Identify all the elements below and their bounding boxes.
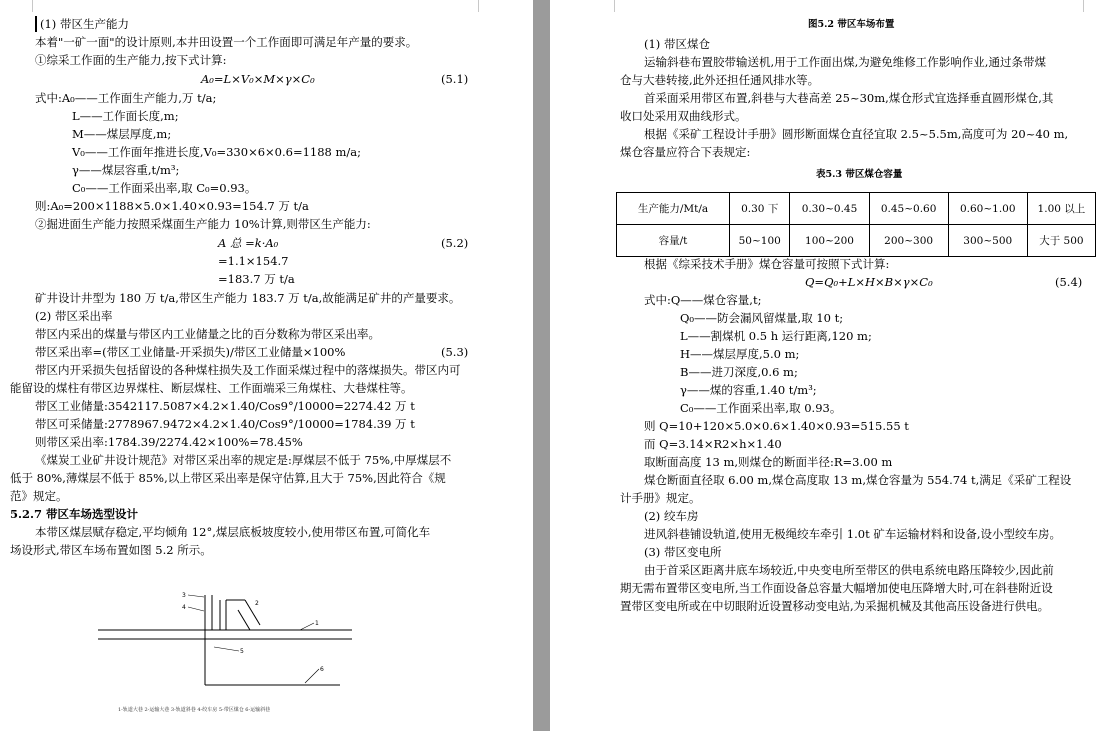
table-cell: 容量/t bbox=[617, 225, 730, 257]
section-heading: (1) 带区生产能力 bbox=[35, 16, 129, 32]
text-line: 式中:A₀——工作面生产能力,万 t/a; bbox=[35, 91, 217, 105]
table-cell: 200~300 bbox=[869, 225, 948, 257]
text-line: 范》规定。 bbox=[10, 489, 68, 503]
text-line: 计手册》规定。 bbox=[620, 491, 701, 505]
equation: 带区采出率=(带区工业储量-开采损失)/带区工业储量×100% bbox=[35, 345, 346, 359]
text-line: 取断面高度 13 m,则煤仓的断面半径:R=3.00 m bbox=[644, 455, 893, 469]
text-line: V₀——工作面年推进长度,V₀=330×6×0.6=1188 m/a; bbox=[72, 145, 362, 159]
text-line: 本带区煤层赋存稳定,平均倾角 12°,煤层底板坡度较小,使用带区布置,可简化车 bbox=[35, 525, 431, 539]
text-line: 低于 80%,薄煤层不低于 85%,以上带区采出率是保守估算,且大于 75%,因此符合《规 bbox=[10, 471, 446, 485]
text-line: 带区内采出的煤量与带区内工业储量之比的百分数称为带区采出率。 bbox=[35, 327, 380, 341]
text-line: 仓与大巷转接,此外还担任通风排水等。 bbox=[620, 73, 820, 87]
table-cell: 50~100 bbox=[730, 225, 790, 257]
text-line: 带区工业储量:3542117.5087×4.2×1.40/Cos9°/10000=2274.42 万 t bbox=[35, 399, 415, 413]
text-line: 带区内开采损失包括留设的各种煤柱损失及工作面采煤过程中的落煤损失。带区内可 bbox=[35, 363, 461, 377]
table-cell: 0.30 下 bbox=[730, 193, 790, 225]
text-line: γ——煤层容重,t/m³; bbox=[72, 163, 180, 177]
section-heading: (2) 带区采出率 bbox=[35, 309, 113, 323]
text-line: 而 Q=3.14×R2×h×1.40 bbox=[644, 437, 782, 451]
diagram-label: 2 bbox=[255, 600, 259, 607]
text-line: 带区可采储量:2778967.9472×4.2×1.40/Cos9°/10000=1784.39 万 t bbox=[35, 417, 415, 431]
table-row bbox=[617, 193, 1096, 225]
district-yard-diagram bbox=[90, 585, 360, 695]
table-row bbox=[617, 225, 1096, 257]
text-line: 能留设的煤柱有带区边界煤柱、断层煤柱、工作面端采三角煤柱、大巷煤柱等。 bbox=[10, 381, 413, 395]
table-cell: 生产能力/Mt/a bbox=[617, 193, 730, 225]
text-line: M——煤层厚度,m; bbox=[72, 127, 172, 141]
text-line: Q₀——防会漏风留煤量,取 10 t; bbox=[680, 311, 844, 325]
text-line: 由于首采区距离井底车场较近,中央变电所至带区的供电系统电路压降较少,因此前 bbox=[644, 563, 1054, 577]
table-cell: 0.30~0.45 bbox=[790, 193, 869, 225]
text-line: ②掘进面生产能力按照采煤面生产能力 10%计算,则带区生产能力: bbox=[35, 217, 371, 231]
text-line: 矿井设计井型为 180 万 t/a,带区生产能力 183.7 万 t/a,故能满足矿井的产量要求。 bbox=[35, 291, 461, 305]
text-line: 煤仓断面直径取 6.00 m,煤仓高度取 13 m,煤仓容量为 554.74 t,满足《采矿工程设 bbox=[644, 473, 1072, 487]
diagram-label: 6 bbox=[320, 666, 324, 673]
text-line: 根据《采矿工程设计手册》圆形断面煤仓直径宜取 2.5~5.5m,高度可为 20~40 m, bbox=[644, 127, 1069, 141]
text-line: ①综采工作面的生产能力,按下式计算: bbox=[35, 53, 227, 67]
text-line: C₀——工作面采出率,取 0.93。 bbox=[680, 401, 842, 415]
text-line: 置带区变电所或在中切眼附近设置移动变电站,为采掘机械及其他高压设备进行供电。 bbox=[620, 599, 1050, 613]
diagram-legend: 1-轨道大巷 2-运输大巷 3-轨道斜巷 4-绞车房 5-带区煤仓 6-运输斜巷 bbox=[118, 707, 271, 713]
equation: =1.1×154.7 bbox=[218, 254, 289, 268]
text-line: 期无需布置带区变电所,当工作面设备总容量大幅增加使电压降增大时,可在斜巷附近设 bbox=[620, 581, 1053, 595]
table-cell: 100~200 bbox=[790, 225, 869, 257]
text-line: L——工作面长度,m; bbox=[72, 109, 179, 123]
diagram-label: 1 bbox=[315, 620, 319, 627]
diagram-label: 5 bbox=[240, 648, 244, 655]
section-heading: (1) 带区煤仓 bbox=[644, 37, 710, 51]
section-heading: (2) 绞车房 bbox=[644, 509, 699, 523]
equation-number: (5.2) bbox=[441, 236, 469, 250]
text-line: 煤仓容量应符合下表规定: bbox=[620, 145, 751, 159]
table-cell: 大于 500 bbox=[1027, 225, 1095, 257]
text-line: 《煤炭工业矿井设计规范》对带区采出率的规定是:厚煤层不低于 75%,中厚煤层不 bbox=[35, 453, 452, 467]
text-line: 则:A₀=200×1188×5.0×1.40×0.93=154.7 万 t/a bbox=[35, 199, 309, 213]
crop-mark bbox=[18, 0, 33, 12]
text-line: L——割煤机 0.5 h 运行距离,120 m; bbox=[680, 329, 872, 343]
table-cell: 0.45~0.60 bbox=[869, 193, 948, 225]
diagram-label: 4 bbox=[182, 604, 186, 611]
text-line: 则 Q=10+120×5.0×0.6×1.40×0.93=515.55 t bbox=[644, 419, 909, 433]
equation-number: (5.3) bbox=[441, 345, 469, 359]
text-line: B——进刀深度,0.6 m; bbox=[680, 365, 798, 379]
table-cell: 0.60~1.00 bbox=[948, 193, 1027, 225]
text-line: 首采面采用带区布置,斜巷与大巷高差 25~30m,煤仓形式宜选择垂直圆形煤仓,其 bbox=[644, 91, 1054, 105]
text-line: C₀——工作面采出率,取 C₀=0.93。 bbox=[72, 181, 257, 195]
section-heading: (3) 带区变电所 bbox=[644, 545, 722, 559]
equation-number: (5.4) bbox=[1055, 275, 1083, 289]
text-line: 式中:Q——煤仓容量,t; bbox=[644, 293, 762, 307]
text-line: 根据《综采技术手册》煤仓容量可按照下式计算: bbox=[644, 257, 890, 271]
text-line: 收口处采用双曲线形式。 bbox=[620, 109, 747, 123]
table-cell: 300~500 bbox=[948, 225, 1027, 257]
text-line: 则带区采出率:1784.39/2274.42×100%=78.45% bbox=[35, 435, 303, 449]
bunker-capacity-table bbox=[616, 192, 1096, 257]
crop-mark bbox=[600, 0, 615, 12]
figure-caption: 图5.2 带区车场布置 bbox=[808, 19, 895, 30]
crop-mark bbox=[1083, 0, 1098, 12]
left-page bbox=[0, 0, 533, 731]
equation: A₀=L×V₀×M×γ×C₀ bbox=[201, 72, 315, 86]
diagram-label: 3 bbox=[182, 592, 186, 599]
right-page bbox=[550, 0, 1114, 731]
table-cell: 1.00 以上 bbox=[1027, 193, 1095, 225]
text-line: 进风斜巷铺设轨道,使用无极绳绞车牵引 1.0t 矿车运输材料和设备,设小型绞车房。 bbox=[644, 527, 1062, 541]
text-line: 运输斜巷布置胶带输送机,用于工作面出煤,为避免维修工作影响作业,通过条带煤 bbox=[644, 55, 1046, 69]
equation: A 总 =k·A₀ bbox=[218, 236, 279, 250]
text-line: γ——煤的容重,1.40 t/m³; bbox=[680, 383, 817, 397]
text-line: 本着"一矿一面"的设计原则,本井田设置一个工作面即可满足年产量的要求。 bbox=[35, 35, 418, 49]
equation: =183.7 万 t/a bbox=[218, 272, 295, 286]
table-caption: 表5.3 带区煤仓容量 bbox=[816, 169, 903, 180]
section-heading: 5.2.7 带区车场选型设计 bbox=[10, 507, 139, 521]
text-line: 场设形式,带区车场布置如图 5.2 所示。 bbox=[10, 543, 212, 557]
equation-number: (5.1) bbox=[441, 72, 469, 86]
equation: Q=Q₀+L×H×B×γ×C₀ bbox=[805, 275, 933, 289]
text-line: H——煤层厚度,5.0 m; bbox=[680, 347, 800, 361]
track-line bbox=[238, 610, 250, 630]
crop-mark bbox=[478, 0, 493, 12]
